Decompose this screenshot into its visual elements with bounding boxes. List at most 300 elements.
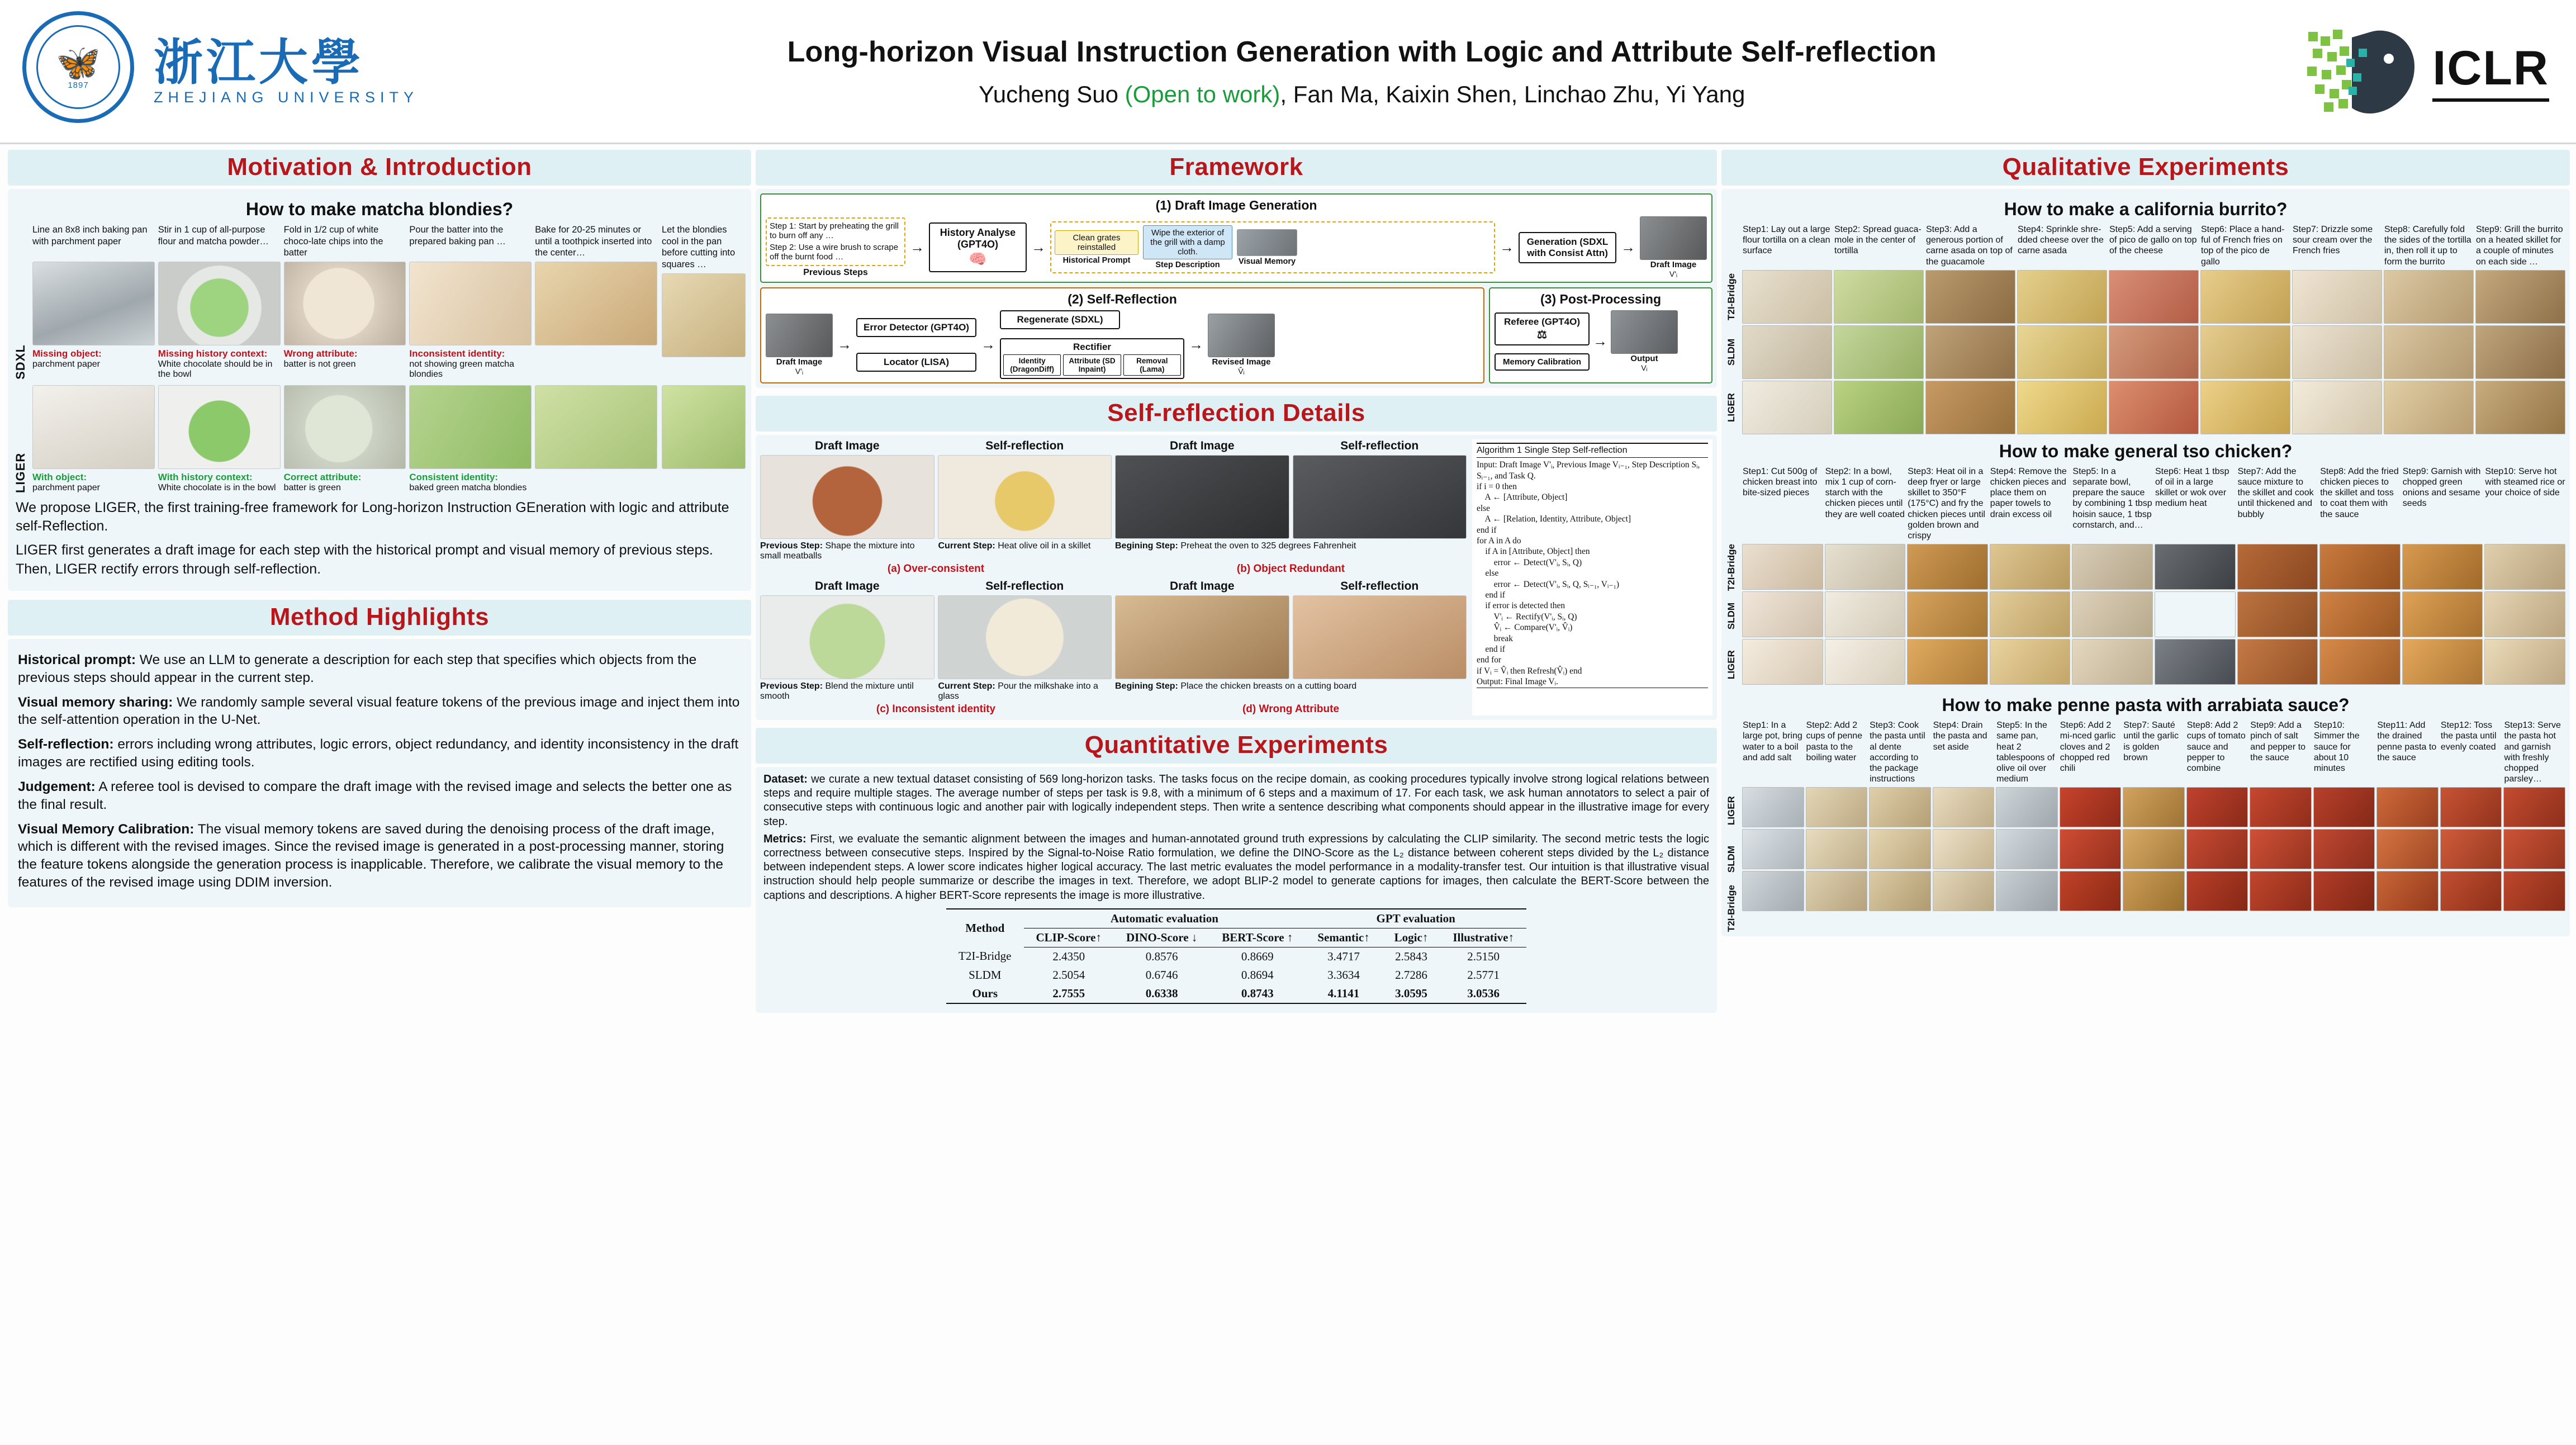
section-title-framework: Framework: [756, 150, 1717, 186]
result-image: [2200, 325, 2290, 379]
historical-prompt-box: Clean grates reinstalled: [1055, 230, 1138, 255]
result-image: [2475, 381, 2565, 434]
error-caption: Wrong attribute: batter is not green: [283, 348, 358, 369]
dataset-paragraph: Dataset: we curate a new textual dataset consisting of 569 long-horizon tasks. The tasks focus on the recipe domain, as cooking procedures typically involve strong logical relations between steps and require multiple stages. The average number of steps per task is 9.8, with a minimum of 6 steps and a maximum of 17. For each task, we ask human annotators to select a pair of consecutive steps with continuous logic and another pair with logically independent steps. Then write a sentence describing what components should appear in the illustrative image for every step.: [763, 773, 1709, 828]
algorithm-box: [1472, 439, 1712, 716]
output-label: Output: [1630, 354, 1658, 363]
cell-value: 0.6338: [1114, 984, 1209, 1003]
result-image: [2475, 270, 2565, 324]
result-image: [2186, 787, 2248, 827]
table-col-bert: BERT-Score ↑: [1209, 928, 1305, 947]
algorithm-lines: [1477, 481, 1708, 676]
algorithm-line: V'ᵢ ← Rectify(V'ᵢ, Sᵢ, Q): [1477, 612, 1577, 622]
highlight-item: Self-reflection: errors including wrong attributes, logic errors, object redundancy, and identity inconsistency in the draft images are rectified using editing tools.: [18, 737, 739, 770]
step-image: [284, 385, 406, 469]
col-header: Draft Image: [814, 580, 880, 593]
motivation-row-sdxl: [13, 224, 746, 380]
col-header: Self-reflection: [985, 439, 1064, 452]
table-row: [946, 966, 1526, 984]
example-caption: Previous Step: Shape the mixture into small meatballs: [760, 541, 915, 561]
cell-method: Ours: [946, 984, 1023, 1003]
cell-value: 2.5843: [1395, 949, 1427, 963]
cell-value: 2.5054: [1052, 968, 1085, 982]
algorithm-line: A ← [Relation, Identity, Attribute, Object]: [1477, 514, 1631, 524]
qual-row-t2i: [1742, 544, 2565, 590]
row-label-liger: LIGER: [1726, 650, 1737, 680]
result-image: [1925, 381, 2015, 434]
method-highlights-panel: [8, 639, 751, 907]
motivation-step-text: Fold in 1/2 cup of white choco-late chips into the batter: [283, 225, 383, 258]
col-header: Self-reflection: [985, 580, 1064, 593]
result-image: [1907, 639, 1988, 685]
result-image: [2384, 325, 2474, 379]
rectifier-module: Rectifier Identity (DragonDiff) Attribute (SD Inpaint) Removal (Lama): [1000, 338, 1184, 379]
result-image: [2109, 381, 2199, 434]
result-image: [1742, 381, 1832, 434]
qualitative-panel: [1721, 189, 2570, 936]
algorithm-line: else: [1477, 568, 1499, 579]
col-header: Draft Image: [1169, 580, 1235, 593]
qual-step: Step6: Add 2 mi-nced garlic cloves and 2 chopped red chili: [2060, 721, 2116, 773]
qual-step: Step7: Sauté until the garlic is golden brown: [2123, 721, 2179, 762]
result-image: [1996, 871, 2058, 911]
cell-method: T2I-Bridge: [959, 949, 1012, 963]
authors-pre: Yucheng Suo: [979, 80, 1125, 107]
example-image: [1115, 455, 1289, 539]
revised-image-label: Revised Image: [1212, 357, 1271, 367]
result-image: [2484, 591, 2565, 637]
motivation-step-text: Let the blondies cool in the pan before cutting into squares …: [662, 225, 736, 269]
result-image: [2376, 787, 2439, 827]
cell-value: 2.7555: [1024, 984, 1114, 1003]
qual-row-sldm: [1742, 829, 2565, 869]
motivation-step-text: Stir in 1 cup of all-purpose flour and matcha powder…: [158, 225, 269, 247]
row-label-sdxl: SDXL: [13, 344, 27, 380]
result-image: [1925, 270, 2015, 324]
example-caption: Current Step: Heat olive oil in a skillet: [938, 541, 1091, 551]
result-image: [1925, 325, 2015, 379]
row-label-t2i-bridge: T2I-Bridge: [1726, 884, 1737, 932]
row-label-liger: LIGER: [1726, 796, 1737, 826]
regenerate-module: Regenerate (SDXL): [1000, 310, 1120, 329]
result-image: [1806, 787, 1868, 827]
result-image: [1990, 591, 2071, 637]
previous-step-2: Step 2: Use a wire brush to scrape off the burnt food …: [770, 243, 899, 262]
result-image: [1742, 871, 1804, 911]
result-image: [2155, 639, 2236, 685]
self-reflection-panel: [756, 435, 1717, 720]
self-reflection-col-headers: [760, 439, 1467, 453]
sdxl-images: [32, 262, 657, 345]
result-image: [1742, 591, 1823, 637]
qual-step: Step5: In the same pan, heat 2 tablespoons of olive oil over medium: [1996, 721, 2055, 784]
result-image: [2402, 591, 2483, 637]
result-image: [2123, 871, 2185, 911]
algorithm-line: end for: [1477, 655, 1502, 665]
result-image: [2072, 639, 2153, 685]
self-reflection-tags-row-2: [760, 703, 1467, 716]
qual-step: Step5: In a separate bowl, prepare the sauce by combining 1 tbsp hoisin sauce, 1 tbsp cornstarch, and…: [2072, 466, 2152, 530]
highlight-item: Judgement: A referee tool is devised to compare the draft image with the revised image and selects the better one as the final result.: [18, 779, 732, 812]
rectifier-attribute: Attribute (SD Inpaint): [1063, 354, 1121, 376]
algorithm-line: V̂ᵢ ← Compare(V'ᵢ, V̂ᵢ): [1477, 623, 1573, 633]
previous-step-1: Step 1: Start by preheating the grill to burn off any …: [770, 221, 899, 240]
result-image: [2060, 871, 2122, 911]
algorithm-line: end if: [1477, 590, 1505, 600]
qual-grid-3: [1726, 787, 2565, 931]
example-image: [938, 455, 1112, 539]
locator-module: Locator (LISA): [856, 353, 976, 372]
result-image: [2313, 829, 2375, 869]
cell-value: 2.5771: [1467, 968, 1500, 982]
algorithm-title: Algorithm 1 Single Step Self-reflection: [1477, 443, 1708, 458]
result-image: [2017, 325, 2107, 379]
result-image: [2292, 381, 2382, 434]
rectifier-identity: Identity (DragonDiff): [1003, 354, 1061, 376]
result-image: [2503, 787, 2565, 827]
brain-icon: 🧠: [969, 250, 987, 267]
qual-step: Step2: Spread guaca-mole in the center of tortilla: [1834, 225, 1922, 256]
qual-step: Step4: Drain the pasta and set aside: [1933, 721, 1987, 752]
revised-image-thumb: [1208, 314, 1275, 357]
draft-image-in-label: Draft Image: [776, 357, 823, 367]
result-image: [2384, 270, 2474, 324]
cell-method: SLDM: [969, 968, 1002, 982]
metrics-paragraph: Metrics: First, we evaluate the semantic alignment between the images and human-annotated ground truth expressions by calculating the CLIP similarity. The second metric tests the logic correctness between consecutive steps. Inspired by the Signal-to-Noise Ratio formulation, we define the DINO-Score as the L₂ distance between coherent steps divided by the L₂ distance between independent steps. A lower score indicates higher logical accuracy. The last metric evaluates the model performance in a modality-transfer test. Our intuition is that illustrative visual instruction should help people summarize or describe the images in text. Therefore, we adopt BLIP-2 model to generate captions for images, then calculate the BERT-Score between the captions and descriptions. A higher BERT-Score represents the image is more illustrative.: [763, 832, 1709, 902]
section-title-quantitative: Quantitative Experiments: [756, 728, 1717, 764]
liger-good-captions: [32, 472, 657, 493]
result-image: [2237, 544, 2318, 590]
table-col-illustrative: Illustrative↑: [1440, 928, 1526, 947]
result-image: [1834, 325, 1924, 379]
step-image: [32, 385, 155, 469]
result-image: [2292, 325, 2382, 379]
row-label-t2i-bridge: T2I-Bridge: [1726, 273, 1737, 320]
motivation-step-text: Bake for 20-25 minutes or until a toothpick inserted into the center…: [535, 225, 652, 258]
result-image: [1806, 871, 1868, 911]
result-image: [2060, 829, 2122, 869]
open-to-work-badge: (Open to work): [1125, 80, 1280, 107]
result-image: [2376, 871, 2439, 911]
cell-value: 3.3634: [1327, 968, 1360, 982]
qual-step: Step3: Add a generous portion of carne asada on top of the guacamole: [1926, 225, 2013, 267]
result-image: [2319, 591, 2401, 637]
result-image: [2123, 787, 2185, 827]
result-image: [2060, 787, 2122, 827]
brain-mosaic-icon: [2305, 24, 2422, 119]
sdxl-error-captions: [32, 348, 657, 380]
algorithm-line: else: [1477, 503, 1490, 513]
qual-grid-1: [1726, 270, 2565, 434]
motivation-question: How to make matcha blondies?: [245, 199, 514, 219]
qual-step: Step7: Drizzle some sour cream over the French fries: [2293, 225, 2373, 256]
row-label-liger: LIGER: [1726, 392, 1737, 422]
row-label-sldm: SLDM: [1726, 846, 1737, 873]
result-image: [2237, 591, 2318, 637]
cell-value: 3.0536: [1440, 984, 1526, 1003]
result-image: [1907, 591, 1988, 637]
highlight-item: Historical prompt: We use an LLM to generate a description for each step that specifies which objects from the previous steps should appear in the current step.: [18, 652, 697, 685]
result-image: [2250, 787, 2312, 827]
algorithm-line: if Vᵢ = V̂ᵢ then Refresh(V̂ᵢ) end: [1477, 666, 1582, 676]
result-image: [2200, 381, 2290, 434]
result-image: [2072, 544, 2153, 590]
output-symbol: Vᵢ: [1641, 363, 1648, 372]
qual-step: Step8: Carefully fold the sides of the tortilla in, then roll it up to form the burrito: [2384, 225, 2471, 267]
result-image: [1742, 787, 1804, 827]
result-image: [2237, 639, 2318, 685]
result-image: [2017, 270, 2107, 324]
column-left: [8, 150, 751, 907]
result-image: [2503, 829, 2565, 869]
result-image: [1742, 639, 1823, 685]
example-image: [938, 595, 1112, 679]
result-image: [2313, 871, 2375, 911]
balance-scale-icon: ⚖: [1537, 328, 1547, 341]
result-image: [2440, 829, 2502, 869]
motivation-panel: [8, 189, 751, 591]
qual-step: Step10: Simmer the sauce for about 10 minutes: [2313, 721, 2360, 773]
highlight-item: Visual Memory Calibration: The visual memory tokens are saved during the denoising process of the draft image, which is different with the revised images. Since the revised image is generated in a post-processing manner, storing the feature tokens alongside the generation process is inapplicable. Therefore, we calibrate the visual memory to the features of the revised image using DDIM inversion.: [18, 821, 724, 890]
historical-prompt-label: Historical Prompt: [1062, 255, 1131, 265]
stage-3-post-processing: (3) Post-Processing Referee (GPT4O) ⚖ Memory Calibration → Output Vᵢ: [1489, 287, 1712, 383]
liger-images: [32, 385, 657, 469]
result-image: [2319, 639, 2401, 685]
example-image: [760, 595, 934, 679]
qualitative-question-1: How to make a california burrito?: [2004, 199, 2288, 219]
section-title-qualitative: Qualitative Experiments: [1721, 150, 2570, 186]
motivation-step6-col: [662, 224, 746, 380]
good-caption: With history context: White chocolate is in the bowl: [158, 471, 276, 492]
result-image: [2503, 871, 2565, 911]
example-caption: Current Step: Pour the milkshake into a glass: [938, 681, 1098, 701]
result-image: [1933, 871, 1995, 911]
cell-value: 4.1141: [1305, 984, 1382, 1003]
example-caption: Begining Step: Place the chicken breasts on a cutting board: [1115, 681, 1357, 691]
cell-value: 0.8576: [1145, 949, 1178, 963]
sdxl-step-texts: [32, 224, 657, 259]
section-title-method-highlights: Method Highlights: [8, 600, 751, 636]
step-description-label: Step Description: [1155, 260, 1220, 269]
example-caption: Previous Step: Blend the mixture until smooth: [760, 681, 914, 701]
result-image: [1933, 829, 1995, 869]
result-image: [2440, 871, 2502, 911]
qual-step: Step3: Cook the pasta until al dente according to the package instructions: [1870, 721, 1925, 784]
result-image: [1834, 381, 1924, 434]
result-image: [1742, 325, 1832, 379]
row-label-sldm: SLDM: [1726, 338, 1737, 366]
previous-steps-label: Previous Steps: [803, 267, 868, 277]
good-caption: Consistent identity: baked green matcha blondies: [409, 471, 527, 492]
qual-steps-1: [1743, 224, 2565, 267]
row-label-sldm: SLDM: [1726, 603, 1737, 630]
output-image-thumb: [1611, 310, 1678, 354]
qual-step: Step8: Add 2 cups of tomato sauce and pepper to combine: [2186, 721, 2246, 773]
step-image: [409, 385, 532, 469]
cell-value: 0.8669: [1241, 949, 1274, 963]
draft-image-out-label: Draft Image: [1650, 260, 1697, 269]
table-row: [946, 947, 1526, 966]
qual-steps-2: [1743, 466, 2565, 541]
prompt-memory-group: [1050, 221, 1495, 273]
highlight-item: Visual memory sharing: We randomly sample several visual feature tokens of the previous image and inject them into the self-attention operation in the U-Net.: [18, 694, 740, 728]
qual-step: Step9: Garnish with chopped green onions and sesame seeds: [2402, 466, 2481, 509]
algorithm-line: if i = 0 then: [1477, 481, 1517, 491]
result-image: [1907, 544, 1988, 590]
algorithm-line: A ← [Attribute, Object]: [1477, 492, 1568, 503]
stage-2-self-reflection: (2) Self-Reflection Draft Image V'ᵢ → Error Detector (GPT4O) Locator (LISA) → Regenerate (SDXL) Rectifier Identity (DragonDiff) Attribute (SD Inpaint) Removal (Lama) → Revised Image V̂ᵢ: [760, 287, 1484, 383]
result-image: [2319, 544, 2401, 590]
cell-value: 3.4717: [1327, 949, 1360, 963]
qual-step: Step9: Grill the burrito on a heated skillet for a couple of minutes on each side …: [2476, 225, 2563, 267]
qual-steps-3: [1743, 720, 2565, 784]
stage-2-title: (2) Self-Reflection: [1068, 292, 1177, 306]
conference-logo: [2305, 24, 2549, 119]
results-table: [946, 908, 1526, 1004]
cell-value: 0.8743: [1209, 984, 1305, 1003]
previous-steps-box: [766, 217, 905, 266]
motivation-row-liger: [13, 385, 746, 493]
result-image: [2402, 544, 2483, 590]
qual-step: Step9: Add a pinch of salt and pepper to the sauce: [2250, 721, 2306, 762]
qual-step: Step4: Sprinkle shre-dded cheese over the carne asada: [2018, 225, 2104, 256]
example-tag: (d) Wrong Attribute: [1242, 703, 1340, 715]
generation-module: Generation (SDXL with Consist Attn): [1519, 232, 1616, 263]
row-label-t2i-bridge: T2I-Bridge: [1726, 544, 1737, 591]
conference-name: ICLR: [2432, 41, 2549, 102]
algorithm-line: error ← Detect(V'ᵢ, Sᵢ, Q): [1477, 557, 1582, 567]
draft-image-output: [1640, 216, 1707, 278]
qual-row-t2i: [1742, 871, 2565, 911]
cell-value: 2.4350: [1052, 949, 1085, 963]
result-image: [2186, 871, 2248, 911]
stage-1-title: (1) Draft Image Generation: [1155, 198, 1317, 212]
table-col-method: Method: [946, 909, 1023, 947]
framework-panel: [756, 189, 1717, 388]
visual-memory-label: Visual Memory: [1238, 257, 1296, 266]
qual-step: Step8: Add the fried chicken pieces to the skillet and toss to coat them with the sauce: [2320, 466, 2399, 519]
result-image: [2155, 544, 2236, 590]
qual-step: Step6: Heat 1 tbsp of oil in a large skillet or wok over medium heat: [2155, 466, 2229, 509]
qual-row-liger: [1742, 381, 2565, 434]
section-title-self-reflection: Self-reflection Details: [756, 396, 1717, 432]
good-caption: With object: parchment paper: [32, 471, 100, 492]
author-list: [435, 81, 2288, 108]
draft-image-in-symbol: V'ᵢ: [795, 367, 804, 376]
qual-step: Step2: Add 2 cups of penne pasta to the boiling water: [1806, 721, 1863, 762]
stage-1-draft-generation: (1) Draft Image Generation Step 1: Start by preheating the grill to burn off any … Step 2: Use a wire brush to scrape off the burnt food … Previous Steps → History Analyse (GPT4O) 🧠 → Clean grates reinstalled Historical Prompt Wipe the exterior of the grill with a damp cloth. Step Description Visual Memory → Generation (SDXL with Consist Attn) → Draft Image V'ᵢ: [760, 193, 1712, 283]
table-col-semantic: Semantic↑: [1305, 928, 1382, 947]
example-caption: Begining Step: Preheat the oven to 325 degrees Fahrenheit: [1115, 541, 1356, 551]
qual-row-liger: [1742, 639, 2565, 685]
result-image: [1825, 639, 1906, 685]
self-reflection-captions-row-2: [760, 681, 1467, 702]
example-image: [1293, 455, 1467, 539]
step-image: [284, 262, 406, 345]
result-image: [1869, 787, 1931, 827]
result-image: [1869, 829, 1931, 869]
result-image: [1990, 639, 2071, 685]
algorithm-line: if error is detected then: [1477, 601, 1565, 611]
visual-memory-thumb: [1237, 229, 1297, 256]
liger-step6-col: [662, 385, 746, 493]
example-tag: (c) Inconsistent identity: [876, 703, 996, 715]
zju-bird-icon: 🦋: [56, 42, 101, 83]
qual-step: Step13: Serve the pasta hot and garnish with freshly chopped parsley…: [2504, 721, 2561, 784]
algorithm-line: if A in [Attribute, Object] then: [1477, 547, 1590, 557]
result-image: [2017, 381, 2107, 434]
result-image: [2475, 325, 2565, 379]
revised-image-symbol: V̂ᵢ: [1238, 367, 1245, 376]
result-image: [1869, 871, 1931, 911]
result-image: [2313, 787, 2375, 827]
result-image: [1742, 270, 1832, 324]
result-image: [2484, 544, 2565, 590]
example-tag: (b) Object Redundant: [1236, 563, 1345, 575]
result-image: [2109, 270, 2199, 324]
university-name: [154, 32, 419, 106]
col-header: Self-reflection: [1340, 439, 1419, 452]
step-description-box: Wipe the exterior of the grill with a damp cloth.: [1143, 225, 1232, 259]
cell-value: 3.0595: [1382, 984, 1441, 1003]
page-title: Long-horizon Visual Instruction Generation with Logic and Attribute Self-reflection: [787, 35, 1937, 68]
table-group-automatic: Automatic evaluation: [1024, 909, 1306, 928]
draft-image-input: [766, 314, 833, 376]
qualitative-question-3: How to make penne pasta with arrabiata sauce?: [1942, 695, 2350, 716]
qual-step: Step1: In a large pot, bring water to a boil and add salt: [1743, 721, 1802, 762]
qual-step: Step6: Place a hand-ful of French fries on top of the pico de gallo: [2201, 225, 2285, 267]
good-caption: Correct attribute: batter is green: [283, 471, 362, 492]
algorithm-line: end if: [1477, 645, 1505, 655]
zju-logo-year: 1897: [68, 80, 89, 90]
qual-step: Step11: Add the drained penne pasta to the sauce: [2377, 721, 2437, 762]
quantitative-panel: [756, 767, 1717, 1013]
referee-module: Referee (GPT4O) ⚖: [1495, 312, 1590, 345]
example-image: [760, 455, 934, 539]
self-reflection-captions-row-1: [760, 541, 1467, 561]
step-image: [535, 385, 657, 469]
self-reflection-col-headers-2: [760, 580, 1467, 593]
self-reflection-images-row-2: [760, 595, 1467, 679]
motivation-step-text: Pour the batter into the prepared baking pan …: [409, 225, 506, 247]
step-image: [158, 385, 281, 469]
result-image: [1834, 270, 1924, 324]
result-image: [1742, 544, 1823, 590]
qual-step: Step1: Cut 500g of chicken breast into bite-sized pieces: [1743, 466, 1818, 498]
result-image: [2376, 829, 2439, 869]
title-block: [419, 35, 2305, 108]
result-image: [2384, 381, 2474, 434]
cell-value: 2.7286: [1395, 968, 1427, 982]
draft-image-thumb: [1640, 216, 1707, 260]
cell-value: 0.6746: [1145, 968, 1178, 982]
memory-calibration-module: Memory Calibration: [1495, 353, 1590, 371]
qual-step: Step4: Remove the chicken pieces and place them on paper towels to drain excess oil: [1990, 466, 2067, 519]
university-name-en: ZHEJIANG UNIVERSITY: [154, 89, 419, 106]
result-image: [2440, 787, 2502, 827]
self-reflection-tags-row-1: [760, 563, 1467, 575]
qual-step: Step1: Lay out a large flour tortilla on a clean surface: [1743, 225, 1830, 256]
column-right: [1721, 150, 2570, 936]
error-detector-module: Error Detector (GPT4O): [856, 318, 976, 337]
step-image: [662, 273, 746, 357]
result-image: [2109, 325, 2199, 379]
example-image: [1115, 595, 1289, 679]
result-image: [2484, 639, 2565, 685]
result-image: [1825, 544, 1906, 590]
result-image: [1996, 829, 2058, 869]
qual-step: Step10: Serve hot with steamed rice or your choice of side: [2485, 466, 2565, 498]
